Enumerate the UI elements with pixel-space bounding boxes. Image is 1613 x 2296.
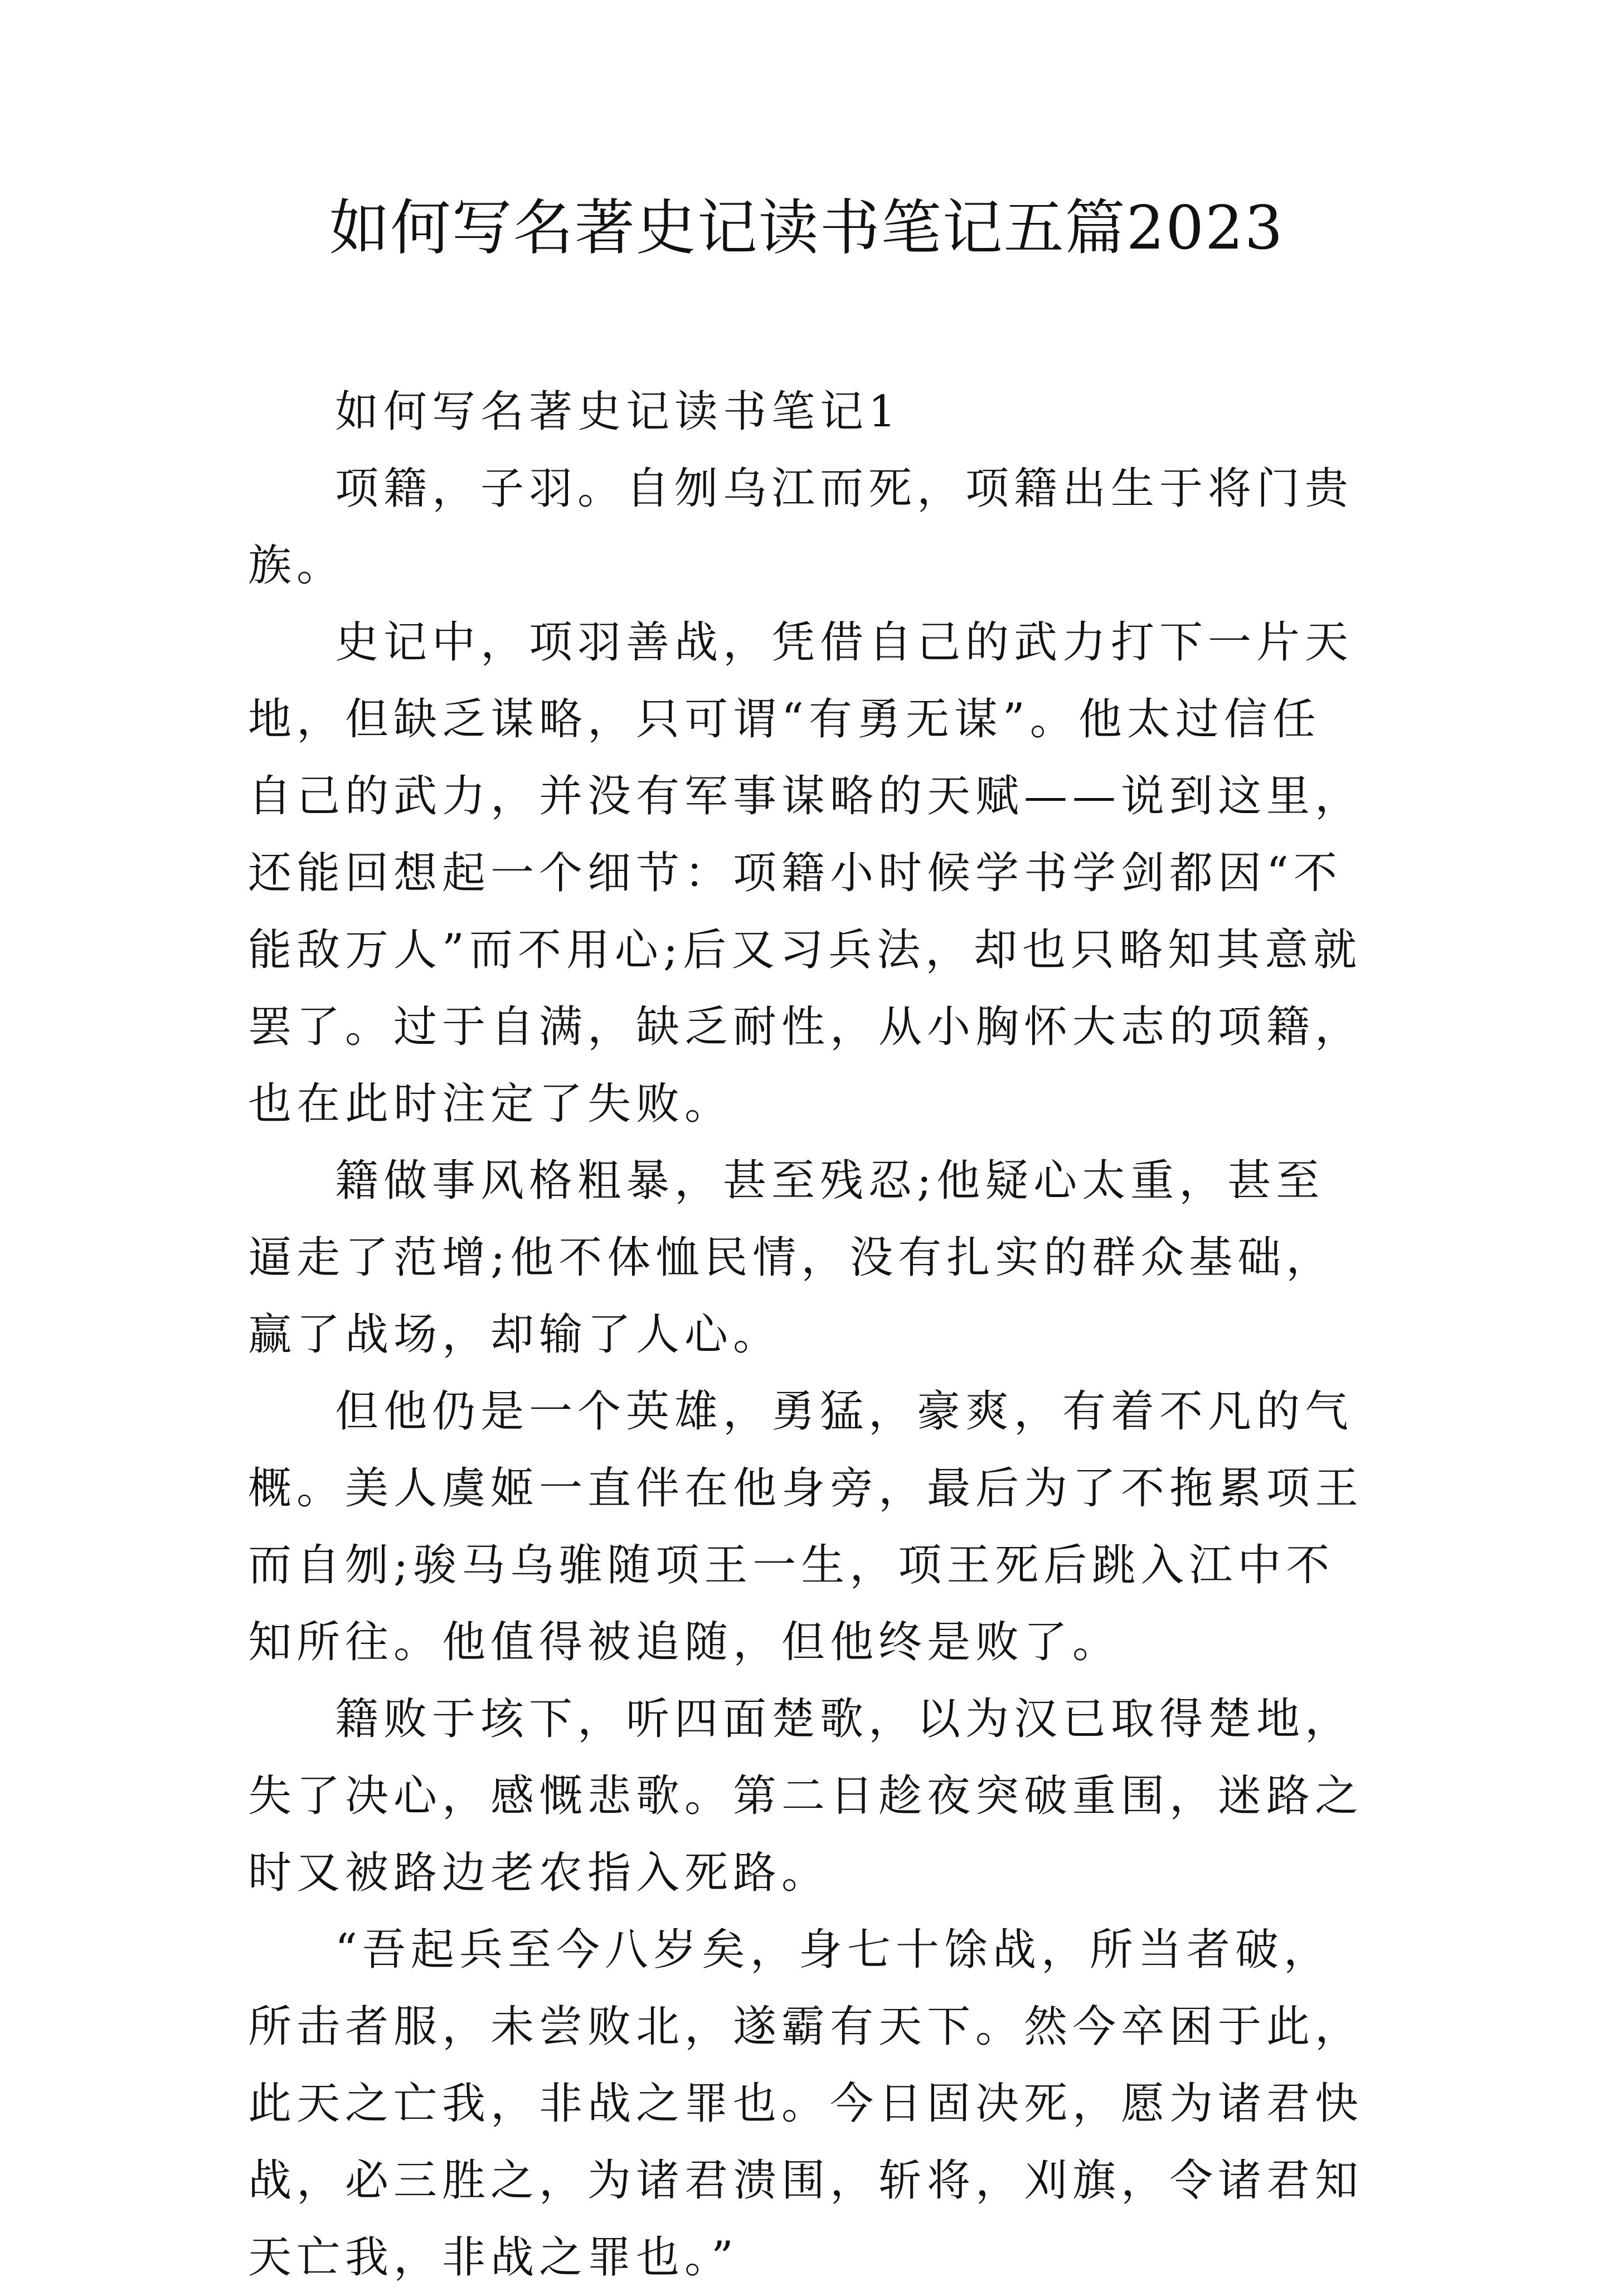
paragraph-3: 籍做事风格粗暴，甚至残忍;他疑心太重，甚至逼走了范增;他不体恤民情，没有扎实的群众基础，赢了战场，却输了人心。 [248, 1156, 1335, 1360]
paragraph-2: 史记中，项羽善战，凭借自己的武力打下一片天地，但缺乏谋略，只可谓“有勇无谋”。他太过信任自己的武力，并没有军事谋略的天赋——说到这里，还能回想起一个细节：项籍小时候学书学剑都因“不能敌万人”而不用心;后又习兵法，却也只略知其意就罢了。过于自满，缺乏耐性，从小胸怀大志的项籍，也在此时注定了失败。 [248, 617, 1364, 1129]
document-body [248, 373, 1368, 2296]
paragraph-4: 但他仍是一个英雄，勇猛，豪爽，有着不凡的气概。美人虞姬一直伴在他身旁，最后为了不拖累项王而自刎;骏马乌骓随项王一生，项王死后跳入江中不知所往。他值得被追随，但他终是败了。 [248, 1387, 1364, 1667]
document-title: 如何写名著史记读书笔记五篇2023 [329, 193, 1284, 263]
quotation-paragraph: “吾起兵至今八岁矣，身七十馀战，所当者破，所击者服，未尝败北，遂霸有天下。然今卒困于此，此天之亡我，非战之罪也。今日固决死，愿为诸君快战，必三胜之，为诸君溃围，斩将，刈旗，令诸君知天亡我，非战之罪也。” [248, 1925, 1364, 2283]
section-heading: 如何写名著史记读书笔记1 [335, 387, 901, 437]
paragraph-1: 项籍，子羽。自刎乌江而死，项籍出生于将门贵族。 [248, 464, 1354, 591]
paragraph-5: 籍败于垓下，听四面楚歌，以为汉已取得楚地，失了决心，感慨悲歌。第二日趁夜突破重围，迷路之时又被路边老农指入死路。 [248, 1694, 1364, 1898]
